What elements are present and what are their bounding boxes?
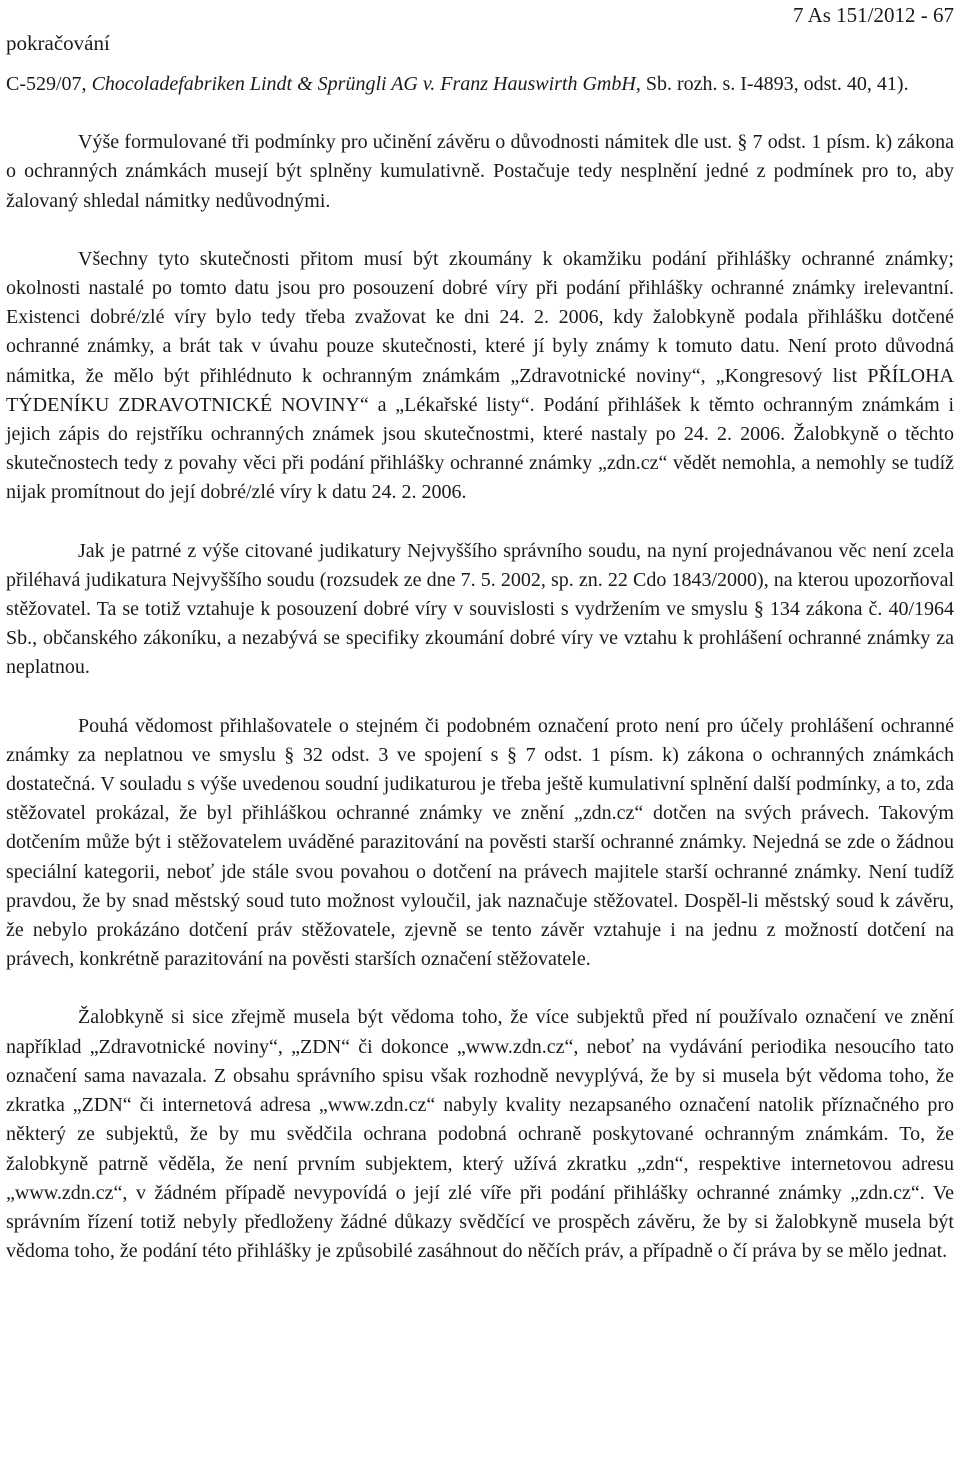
citation-start: C-529/07, <box>6 73 92 95</box>
paragraph: Výše formulované tři podmínky pro učinění závěru o důvodnosti námitek dle ust. § 7 odst. 1 písm. k) zákona o ochranných známkách musejí být splněny kumulativně. Postačuje tedy nesplnění jedné z podmínek pro to, aby žalovaný shledal námitky nedůvodnými. <box>6 131 954 212</box>
citation-case-name: Chocoladefabriken Lindt & Sprüngli AG v. Franz Hauswirth GmbH <box>91 73 636 95</box>
paragraph: Pouhá vědomost přihlašovatele o stejném či podobném označení proto není pro účely prohlášení ochranné známky za neplatnou ve smyslu § 32 odst. 3 ve spojení s § 7 odst. 1 písm. k) zákona o ochranných známkách dostatečná. V souladu s výše uvedenou soudní judikaturou je třeba ještě kumulativní splnění další podmínky, a to, zda stěžovatel prokázal, že byl přihláškou ochranné známky ve znění „zdn.cz“ dotčen na svých právech. Takovým dotčením může být i stěžovatelem uváděné parazitování na pověsti starší ochranné známky. Nejedná se zde o žádnou speciální kategorii, neboť jde stále svou povahou o dotčení na právech majitele starší ochranné známky. Není tudíž pravdou, že by snad městský soud tuto možnost vyloučil, jak naznačuje stěžovatel. Dospěl-li městský soud k závěru, že nebylo prokázáno dotčení práv stěžovatele, zjevně se tento závěr vztahuje i na jednu z možností dotčení na právech, konkrétně parazitování na pověsti starších označení stěžovatele. <box>6 714 954 971</box>
paragraph: Všechny tyto skutečnosti přitom musí být zkoumány k okamžiku podání přihlášky ochranné známky; okolnosti nastalé po tomto datu jsou pro posouzení dobré víry při podání přihlášky ochranné známky irelevantní. Existenci dobré/zlé víry bylo tedy třeba zvažovat ke dni 24. 2. 2006, kdy žalobkyně podala přihlášku dotčené ochranné známky, a brát tak v úvahu pouze skutečnosti, které jí byly známy k tomuto datu. Není proto důvodná námitka, že mělo být přihlédnuto k ochranným známkám „Zdravotnické noviny“, „Kongresový list PŘÍLOHA TÝDENÍKU ZDRAVOTNICKÉ NOVINY“ a „Lékařské listy“. Podání přihlášek k těmto ochranným známkám i jejich zápis do rejstříku ochranných známek jsou skutečnostmi, které nastaly po 24. 2. 2006. Žalobkyně o těchto skutečnostech tedy z povahy věci při podání přihlášky ochranné známky „zdn.cz“ vědět nemohla, a nemohly se tudíž nijak promítnout do její dobré/zlé víry k datu 24. 2. 2006. <box>6 247 954 504</box>
paragraph-citation <box>6 70 954 99</box>
citation-end: , Sb. rozh. s. I-4893, odst. 40, 41). <box>635 73 909 95</box>
continuation-label: pokračování <box>6 31 110 55</box>
body-text <box>6 70 954 1266</box>
case-number: 7 As 151/2012 - 67 <box>792 3 954 27</box>
paragraph: Žalobkyně si sice zřejmě musela být vědoma toho, že více subjektů před ní používalo označení ve znění například „Zdravotnické noviny“, „ZDN“ či dokonce „www.zdn.cz“, neboť na vydávání periodika nesoucího tato označení sama navazala. Z obsahu správního spisu však rozhodně nevyplývá, že by si musela být vědoma toho, že zkratka „ZDN“ či internetová adresa „www.zdn.cz“ nabyly kvality nezapsaného označení natolik příznačného pro některý ze subjektů, že by mu svědčila ochrana podobná ochraně poskytované ochranným známkám. To, že žalobkyně patrně věděla, že není prvním subjektem, který užívá zkratku „zdn“, respektive internetovou adresu „www.zdn.cz“, v žádném případě nevypovídá o její zlé víře při podání přihlášky ochranné známky „zdn.cz“. Ve správním řízení totiž nebyly předloženy žádné důkazy svědčící ve prospěch závěru, že by si žalobkyně musela být vědoma toho, že podání této přihlášky je způsobilé zasáhnout do něčích práv, a případně o čí práva by se mělo jednat. <box>6 1006 954 1263</box>
paragraph: Jak je patrné z výše citované judikatury Nejvyššího správního soudu, na nyní projednávanou věc není zcela přiléhavá judikatura Nejvyššího soudu (rozsudek ze dne 7. 5. 2002, sp. zn. 22 Cdo 1843/2000), na kterou upozorňoval stěžovatel. Ta se totiž vztahuje k posouzení dobré víry v souvislosti s vydržením ve smyslu § 134 zákona č. 40/1964 Sb., občanského zákoníku, a nezabývá se specifiky zkoumání dobré víry ve vztahu k prohlášení ochranné známky za neplatnou. <box>6 539 954 679</box>
